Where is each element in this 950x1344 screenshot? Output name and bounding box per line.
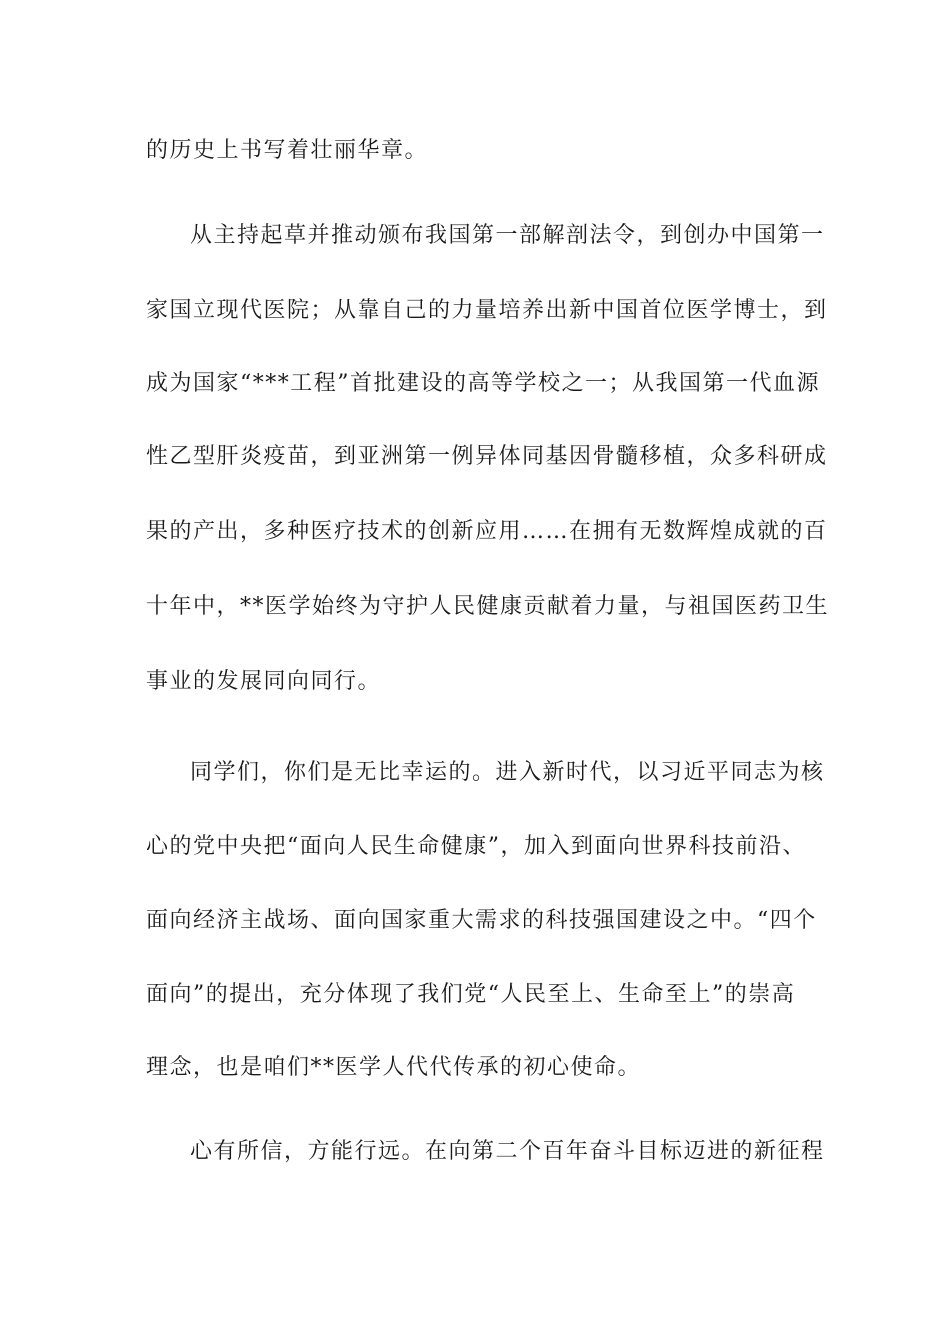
text-line: 性乙型肝炎疫苗，到亚洲第一例异体同基因骨髓移植，众多科研成: [146, 444, 828, 469]
text-line: 事业的发展同向同行。: [146, 669, 382, 694]
text-line: 同学们，你们是无比幸运的。进入新时代，以习近平同志为核: [190, 760, 825, 785]
text-line: 果的产出，多种医疗技术的创新应用……在拥有无数辉煌成就的百: [146, 519, 828, 544]
text-line: 的历史上书写着壮丽华章。: [146, 138, 429, 163]
text-line: 面向经济主战场、面向国家重大需求的科技强国建设之中。“四个: [146, 908, 817, 933]
text-line: 成为国家“***工程”首批建设的高等学校之一；从我国第一代血源: [146, 371, 820, 396]
text-line: 理念，也是咱们**医学人代代传承的初心使命。: [146, 1055, 642, 1080]
text-line: 从主持起草并推动颁布我国第一部解剖法令，到创办中国第一: [190, 223, 825, 248]
text-line: 心的党中央把“面向人民生命健康”，加入到面向世界科技前沿、: [146, 834, 806, 859]
text-line: 心有所信，方能行远。在向第二个百年奋斗目标迈进的新征程: [190, 1139, 825, 1164]
text-line: 面向”的提出，充分体现了我们党“人民至上、生命至上”的崇高: [146, 982, 796, 1007]
text-line: 十年中，**医学始终为守护人民健康贡献着力量，与祖国医药卫生: [146, 594, 830, 619]
text-line: 家国立现代医院；从靠自己的力量培养出新中国首位医学博士，到: [146, 298, 828, 323]
